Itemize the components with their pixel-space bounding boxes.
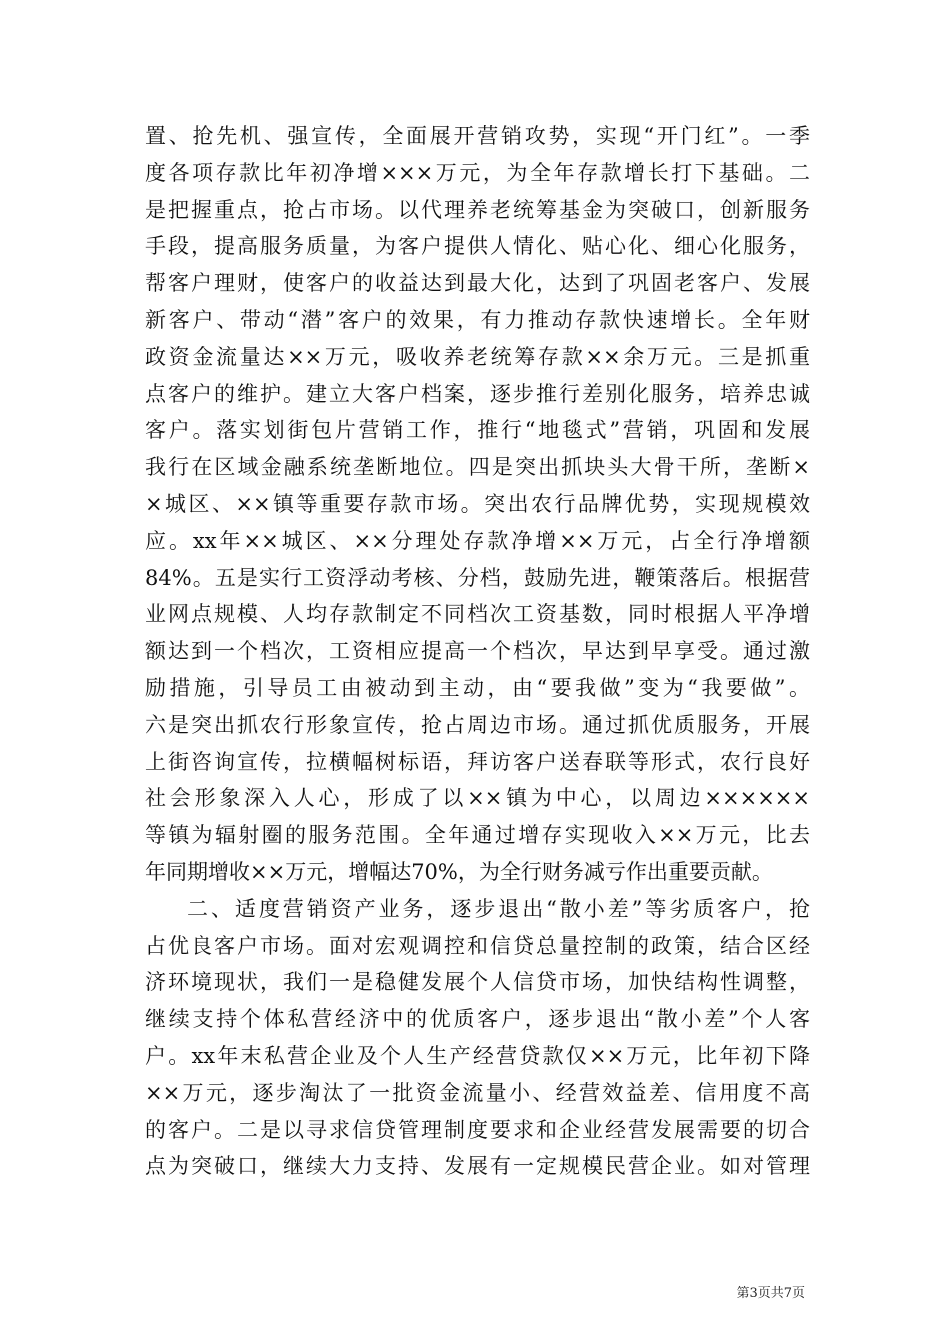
text-line: 度各项存款比年初净增×××万元，为全年存款增长打下基础。二 [145,160,810,185]
text-line: 户。xx年末私营企业及个人生产经营贷款仅××万元，比年初下降 [145,1043,810,1068]
text-line: 励措施，引导员工由被动到主动，由“要我做”变为“我要做”。 [145,675,810,700]
text-line: 济环境现状，我们一是稳健发展个人信贷市场，加快结构性调整， [145,970,810,995]
text-line: 新客户、带动“潜”客户的效果，有力推动存款快速增长。全年财 [145,307,810,332]
text-line: 是把握重点，抢占市场。以代理养老统筹基金为突破口，创新服务 [145,197,810,222]
text-line: 六是突出抓农行形象宣传，抢占周边市场。通过抓优质服务，开展 [145,712,810,737]
text-line: 社会形象深入人心，形成了以××镇为中心，以周边×××××× [145,786,810,811]
text-line: 业网点规模、人均存款制定不同档次工资基数，同时根据人平净增 [145,602,810,627]
text-line: 客户。落实划街包片营销工作，推行“地毯式”营销，巩固和发展 [145,418,810,443]
text-line: 置、抢先机、强宣传，全面展开营销攻势，实现“开门红”。一季 [145,124,810,148]
text-line: ××万元，逐步淘汰了一批资金流量小、经营效益差、信用度不高 [145,1080,810,1105]
text-line: 应。xx年××城区、××分理处存款净增××万元，占全行净增额 [145,528,810,553]
text-line: 继续支持个体私营经济中的优质客户，逐步退出“散小差”个人客 [145,1007,810,1032]
text-line: 政资金流量达××万元，吸收养老统筹存款××余万元。三是抓重 [145,344,810,369]
text-line: 84%。五是实行工资浮动考核、分档，鼓励先进，鞭策落后。根据营 [145,565,810,590]
paragraph-start-line: 二、适度营销资产业务，逐步退出“散小差”等劣质客户，抢 [187,896,810,921]
text-line: 年同期增收××万元，增幅达70%，为全行财务减亏作出重要贡献。 [145,859,773,884]
text-line: ×城区、××镇等重要存款市场。突出农行品牌优势，实现规模效 [145,491,810,516]
text-line: 占优良客户市场。面对宏观调控和信贷总量控制的政策，结合区经 [145,933,810,958]
text-line: 额达到一个档次，工资相应提高一个档次，早达到早享受。通过激 [145,639,810,664]
text-line: 我行在区域金融系统垄断地位。四是突出抓块头大骨干所，垄断× [145,455,810,480]
text-line: 点为突破口，继续大力支持、发展有一定规模民营企业。如对管理 [145,1154,810,1179]
text-line: 点客户的维护。建立大客户档案，逐步推行差别化服务，培养忠诚 [145,381,810,406]
text-line: 手段，提高服务质量，为客户提供人情化、贴心化、细心化服务， [145,234,810,259]
text-line: 的客户。二是以寻求信贷管理制度要求和企业经营发展需要的切合 [145,1117,810,1142]
page-number: 第3页共7页 [736,1286,805,1301]
text-line: 帮客户理财，使客户的收益达到最大化，达到了巩固老客户、发展 [145,271,810,296]
body-text [145,118,810,1185]
text-line: 等镇为辐射圈的服务范围。全年通过增存实现收入××万元，比去 [145,823,810,848]
text-line: 上街咨询宣传，拉横幅树标语，拜访客户送春联等形式，农行良好 [145,749,810,774]
